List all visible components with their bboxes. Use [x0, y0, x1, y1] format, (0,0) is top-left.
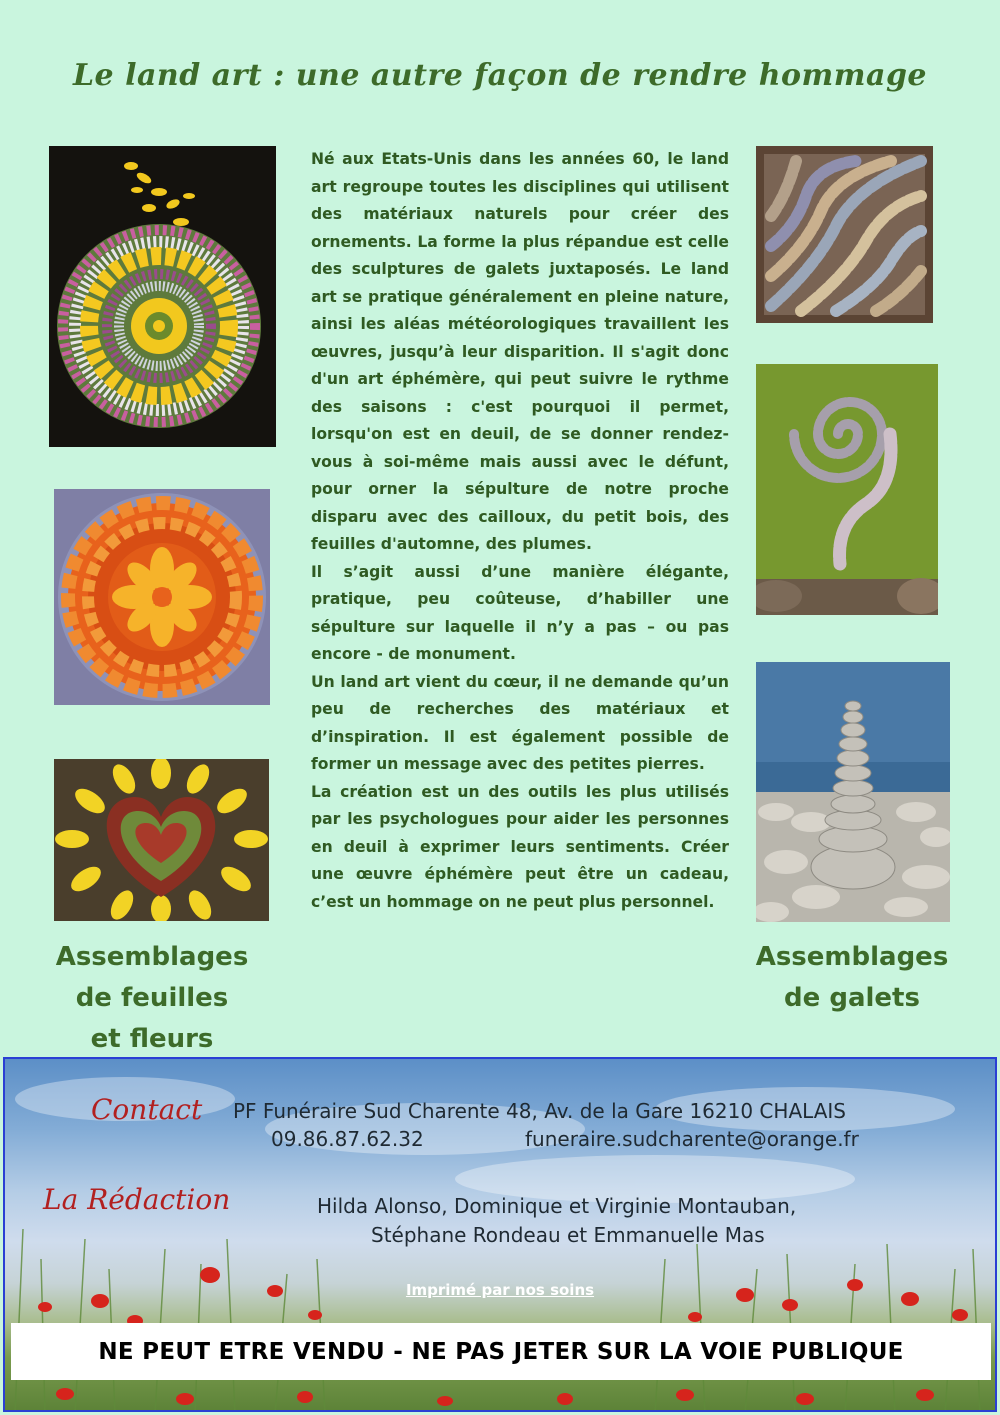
leaf-heart-photo	[54, 759, 269, 921]
article-paragraph: La création est un des outils les plus utilisés par les psychologues pour aider les personnes en deuil à exprimer leurs sentiments. Créer une œuvre éphémère peut être un cadeau, c’est un hommage on ne peut plus personnel.	[311, 782, 729, 911]
article-paragraph: Né aux Etats-Unis dans les années 60, le land art regroupe toutes les disciplines qui utilisent des matériaux naturels pour créer des ornements. La forme la plus répandue est celle des sculptures de galets juxtaposés. Le land art se pratique généralement en pleine nature, ainsi les aléas météorologiques travaillent les œuvres, jusqu’à leur disparition. Il s'agit donc d'un art éphémère, qui peut suivre le rythme des saisons : c'est pourquoi il permet, lorsqu'on est en deuil, de se donner rendez-vous à soi-même mais aussi avec le défunt, pour orner la sépulture de notre proche disparu avec des cailloux, du petit bois, des feuilles d'automne, des plumes.	[311, 150, 729, 553]
not-for-sale-banner: NE PEUT ETRE VENDU - NE PAS JETER SUR LA VOIE PUBLIQUE	[11, 1323, 991, 1380]
pebble-spiral-photo	[756, 364, 938, 615]
article-body	[311, 146, 729, 916]
contact-address: PF Funéraire Sud Charente 48, Av. de la Gare 16210 CHALAIS	[233, 1099, 846, 1123]
caption-left-line: de feuilles	[75, 983, 229, 1013]
caption-left-line: Assemblages	[55, 942, 249, 972]
contact-email[interactable]: funeraire.sudcharente@orange.fr	[525, 1127, 859, 1151]
contact-phone: 09.86.87.62.32	[271, 1127, 424, 1151]
redaction-line-2: Stéphane Rondeau et Emmanuelle Mas	[371, 1223, 765, 1247]
stone-cairn-photo	[756, 662, 950, 922]
flower-mandala-photo	[49, 146, 276, 447]
contact-label: Contact	[91, 1093, 203, 1126]
footer-panel	[3, 1057, 997, 1412]
pebble-waves-photo	[756, 146, 933, 323]
printed-note: Imprimé par nos soins	[405, 1281, 595, 1299]
redaction-line-1: Hilda Alonso, Dominique et Virginie Montauban,	[317, 1194, 797, 1218]
redaction-label: La Rédaction	[43, 1183, 231, 1216]
caption-left	[40, 937, 264, 1060]
caption-right-line: Assemblages	[755, 942, 949, 972]
caption-right	[740, 937, 964, 1019]
orange-leaf-mandala-photo	[54, 489, 270, 705]
caption-left-line: et fleurs	[90, 1024, 214, 1054]
caption-right-line: de galets	[784, 983, 920, 1013]
page-title: Le land art : une autre façon de rendre hommage	[72, 58, 928, 93]
article-paragraph: Il s’agit aussi d’une manière élégante, pratique, peu coûteuse, d’habiller une sépulture sur laquelle il n’y a pas – ou pas encore - de monument.	[311, 562, 729, 663]
article-paragraph: Un land art vient du cœur, il ne demande qu’un peu de recherches des matériaux et d’inspiration. Il est également possible de former un message avec des petites pierres.	[311, 672, 729, 773]
